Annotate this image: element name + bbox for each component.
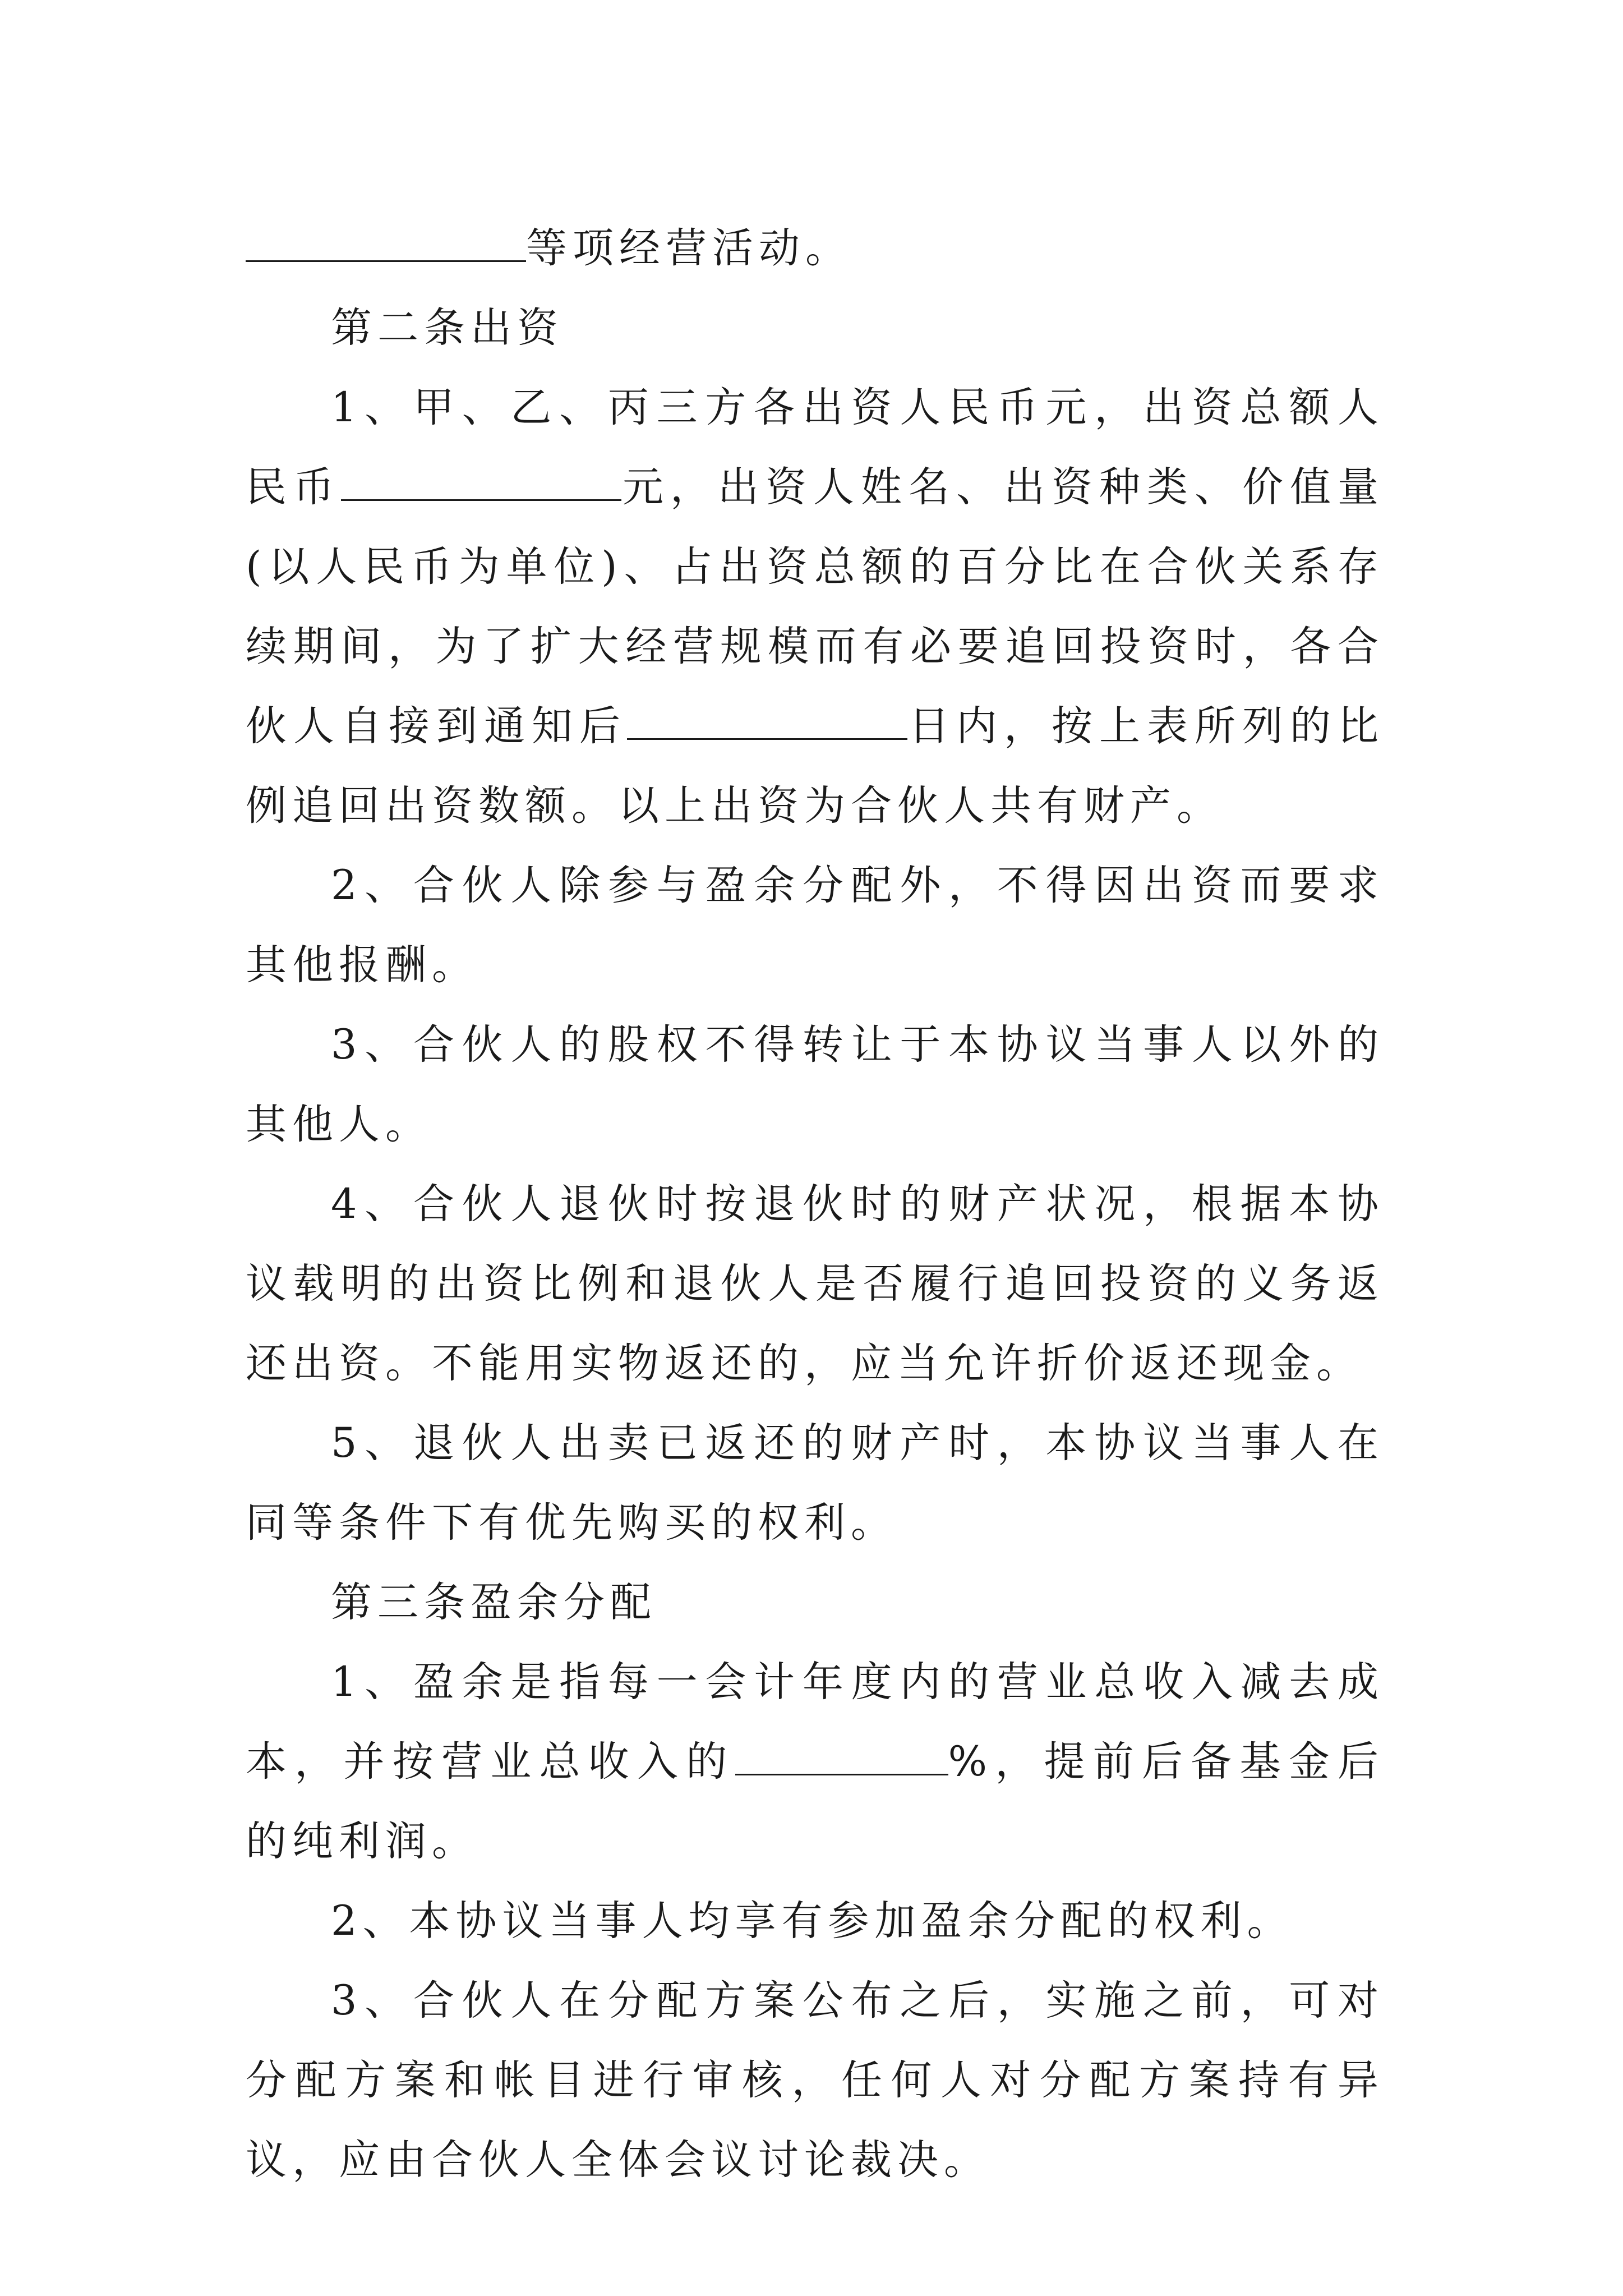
text: 等项经营活动。: [526, 224, 852, 272]
text: %，提前后备基金后的纯利润。: [246, 1738, 1384, 1865]
text: 日内，按上表所列的比例追回出资数额。以上出资为合伙人共有财产。: [246, 702, 1384, 830]
blank-line: [341, 454, 621, 501]
text: 1、甲、乙、丙三方各出资人民币元，出资总额人民币: [246, 384, 1384, 511]
section-heading-capital: 第二条出资: [331, 304, 564, 352]
blank-line: [627, 693, 907, 740]
text: 元，出资人姓名、出资种类、价值量(以人民币为单位)、占出资总额的百分比在合伙关系存续期间，为了扩大经营规模而有必要追回投资时，各合伙人自接到通知后: [246, 463, 1384, 750]
profit-item-2: 2、本协议当事人均享有参加盈余分配的权利。: [331, 1897, 1294, 1945]
paragraph-business-scope-end: [246, 209, 1384, 288]
text: 1、盈余是指每一会计年度内的营业总收入减去成本，并按营业总收入的: [246, 1658, 1384, 1786]
blank-line: [735, 1729, 948, 1775]
capital-item-4: 4、合伙人退伙时按退伙时的财产状况，根据本协议载明的出资比例和退伙人是否履行追回投资的义务返还出资。不能用实物返还的，应当允许折价返还现金。: [246, 1180, 1384, 1387]
profit-item-3: 3、合伙人在分配方案公布之后，实施之前，可对分配方案和帐目进行审核，任何人对分配方案持有异议，应由合伙人全体会议讨论裁决。: [246, 1977, 1384, 2184]
capital-item-5: 5、退伙人出卖已返还的财产时，本协议当事人在同等条件下有优先购买的权利。: [246, 1419, 1384, 1547]
capital-item-3: 3、合伙人的股权不得转让于本协议当事人以外的其他人。: [246, 1021, 1384, 1148]
section-heading-profit-distribution: 第三条盈余分配: [331, 1579, 657, 1626]
blank-line: [246, 215, 526, 262]
capital-item-2: 2、合伙人除参与盈余分配外，不得因出资而要求其他报酬。: [246, 862, 1384, 989]
capital-item-1: [246, 368, 1384, 846]
document-body: [246, 209, 1384, 2200]
profit-item-1: [246, 1642, 1384, 1881]
